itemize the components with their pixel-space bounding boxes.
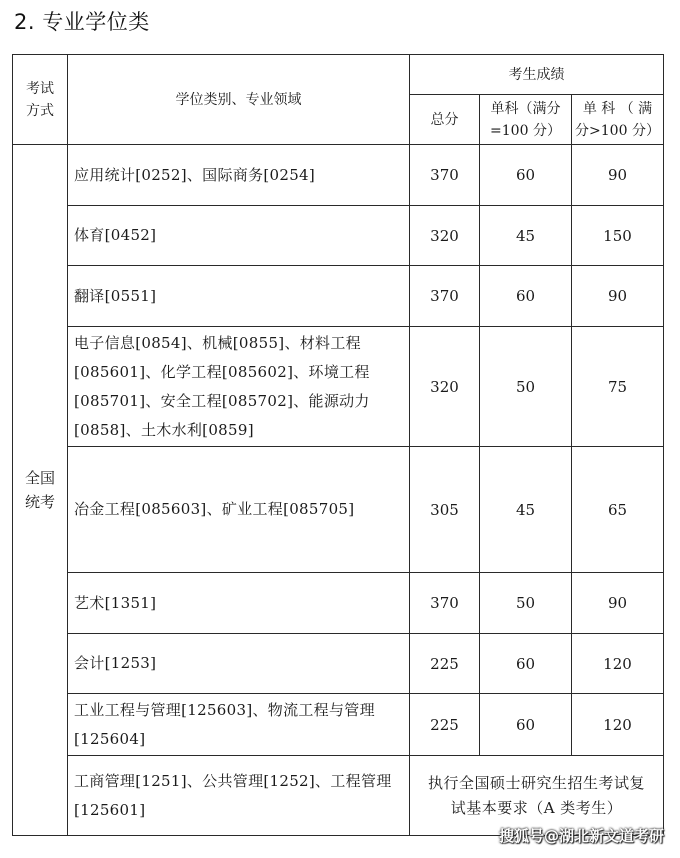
total-cell: 370 (410, 266, 480, 327)
category-cell: 艺术[1351] (68, 573, 410, 634)
watermark: 搜狐号@湖北新文道考研 (498, 827, 664, 845)
total-cell: 305 (410, 447, 480, 573)
category-cell: 电子信息[0854]、机械[0855]、材料工程 [085601]、化学工程[085602]、环境工程 [085701]、安全工程[085702]、能源动力 [0858]、土木水利[0859] (68, 327, 410, 447)
single-le100-cell: 60 (480, 694, 572, 756)
total-cell: 320 (410, 206, 480, 266)
single-gt100-cell: 75 (572, 327, 664, 447)
single-gt100-cell: 150 (572, 206, 664, 266)
total-cell: 225 (410, 634, 480, 694)
header-row-1 (13, 55, 664, 95)
header-category: 学位类别、专业领域 (68, 55, 410, 145)
table-row (13, 145, 664, 206)
category-cell: 工商管理[1251]、公共管理[1252]、工程管理 [125601] (68, 756, 410, 836)
single-le100-cell: 60 (480, 634, 572, 694)
header-single-le100: 单科（满分 =100 分） (480, 95, 572, 145)
header-exam-mode: 考试 方式 (13, 55, 68, 145)
single-le100-cell: 60 (480, 145, 572, 206)
total-cell: 225 (410, 694, 480, 756)
header-single-gt100: 单 科 （ 满 分>100 分） (572, 95, 664, 145)
table-row (13, 573, 664, 634)
single-le100-cell: 50 (480, 327, 572, 447)
category-cell: 会计[1253] (68, 634, 410, 694)
single-le100-cell: 45 (480, 206, 572, 266)
single-gt100-cell: 120 (572, 694, 664, 756)
single-le100-cell: 45 (480, 447, 572, 573)
category-cell: 应用统计[0252]、国际商务[0254] (68, 145, 410, 206)
requirement-note: 执行全国硕士研究生招生考试复 试基本要求（A 类考生） (410, 756, 664, 836)
table-row (13, 694, 664, 756)
table-row (13, 447, 664, 573)
category-cell: 体育[0452] (68, 206, 410, 266)
single-le100-cell: 50 (480, 573, 572, 634)
table-row (13, 756, 664, 836)
category-cell: 翻译[0551] (68, 266, 410, 327)
table-row (13, 634, 664, 694)
single-gt100-cell: 65 (572, 447, 664, 573)
table-row (13, 266, 664, 327)
header-total: 总分 (410, 95, 480, 145)
total-cell: 370 (410, 145, 480, 206)
table-row (13, 327, 664, 447)
table-row (13, 206, 664, 266)
total-cell: 320 (410, 327, 480, 447)
single-gt100-cell: 90 (572, 145, 664, 206)
section-heading: 2. 专业学位类 (14, 10, 150, 34)
header-scores: 考生成绩 (410, 55, 664, 95)
score-table (12, 54, 664, 836)
single-gt100-cell: 90 (572, 573, 664, 634)
exam-mode-cell: 全国 统考 (13, 145, 68, 836)
total-cell: 370 (410, 573, 480, 634)
single-gt100-cell: 90 (572, 266, 664, 327)
category-cell: 工业工程与管理[125603]、物流工程与管理 [125604] (68, 694, 410, 756)
single-le100-cell: 60 (480, 266, 572, 327)
category-cell: 冶金工程[085603]、矿业工程[085705] (68, 447, 410, 573)
single-gt100-cell: 120 (572, 634, 664, 694)
